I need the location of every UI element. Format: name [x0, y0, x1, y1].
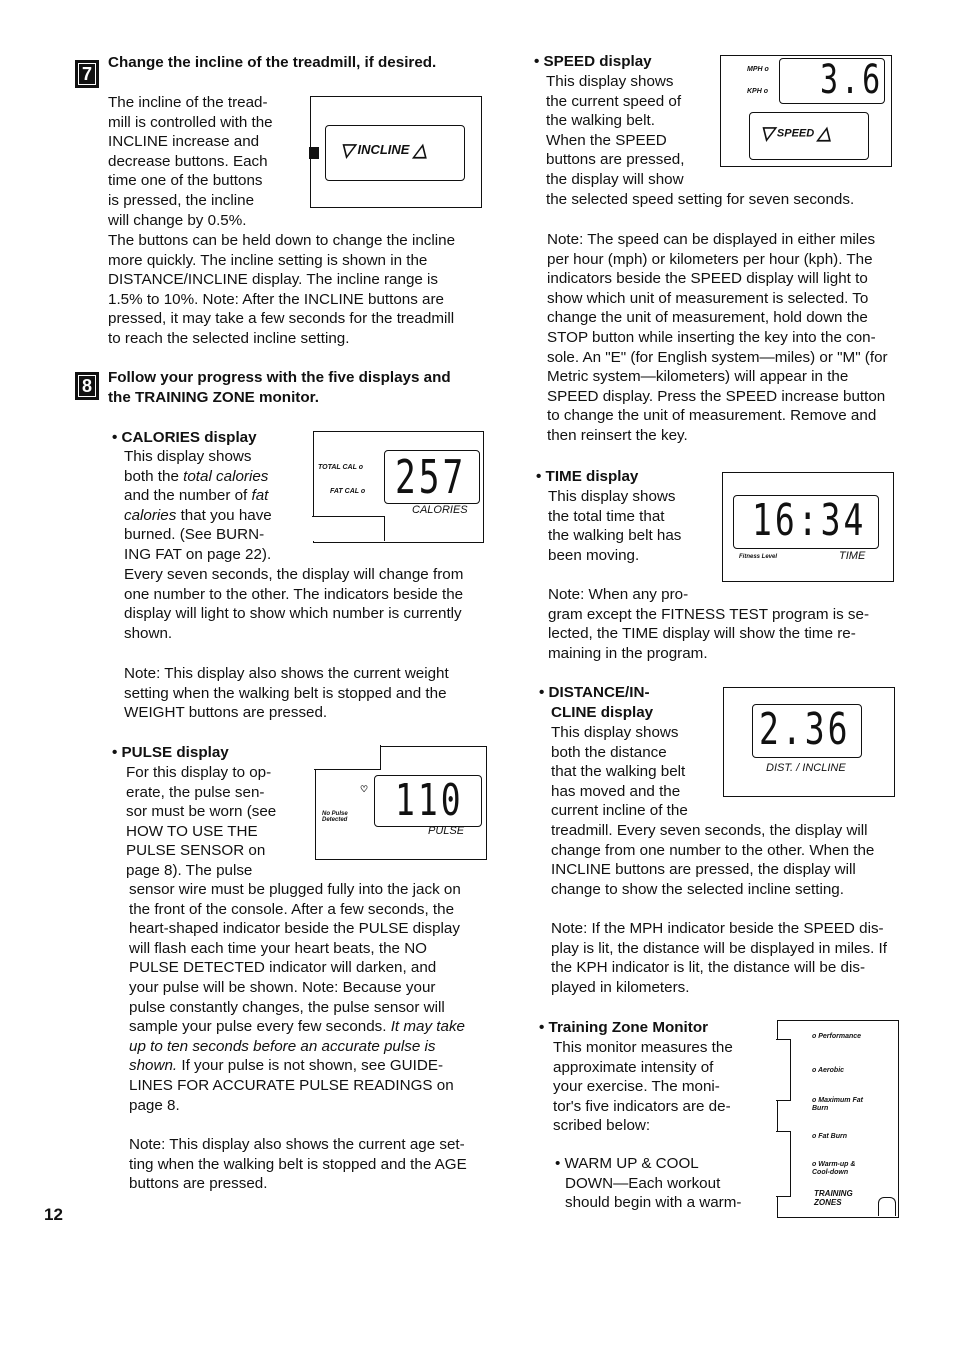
pulse-readout-window — [374, 775, 482, 827]
heart-icon: ♡ — [360, 784, 369, 794]
total-cal-indicator: TOTAL CAL o — [318, 464, 363, 471]
no-pulse-detected-indicator: No Pulse Detected — [322, 811, 348, 823]
mph-indicator: MPH o — [747, 66, 769, 73]
zone-warm-up-cool-down: o Warm-up & Cool-down — [812, 1161, 856, 1176]
calories-note: Note: This display also shows the current weight setting when the walking belt is stopped and the WEIGHT buttons are pressed. — [124, 665, 449, 722]
speed-decrease-icon[interactable]: ▽ — [760, 123, 774, 143]
incline-decrease-icon[interactable]: ▽ — [340, 140, 354, 160]
distance-caption: DIST. / INCLINE — [766, 762, 846, 774]
time-note: Note: When any pro- gram except the FITNESS TEST program is se- lected, the TIME display will show the time re- maining in the program. — [548, 586, 870, 662]
pulse-readout: 110 — [395, 775, 464, 826]
training-zones-caption: TRAINING ZONES — [814, 1189, 853, 1207]
distance-wide-text: treadmill. Every seven seconds, the display will change from one number to the other. When the INCLINE buttons are pressed, the display will change to show the selected incline setting. — [551, 822, 875, 898]
step-7-narrow-text: The incline of the tread- mill is controlled with the INCLINE increase and decrease buttons. Each time one of the buttons is pressed, the incline will change by 0.5%. — [108, 94, 273, 229]
step-7-badge: 7 — [75, 60, 99, 88]
zone-aerobic: o Aerobic — [812, 1067, 845, 1074]
speed-note: Note: The speed can be displayed in either miles per hour (mph) or kilometers per hour (kph). The indicators beside the SPEED display will light to show which unit of measurement is selected. To change the unit of measurement, hold down the STOP button while inserting the key into the con- sole. An "E" (for English system—miles) or "M" (for Metric system—kilometers) will appear in the SPEED display. Press the SPEED increase button to change the unit of measurement. Remove and then reinsert the key. — [547, 231, 888, 444]
speed-button-label: SPEED — [776, 127, 815, 140]
calories-readout: 257 — [395, 450, 467, 504]
pulse-display-figure — [315, 746, 487, 860]
calories-narrow-text: This display shows both the total calories and the number of fat calories that you have burned. (See BURN- ING FAT on page 22). — [124, 448, 272, 563]
time-narrow-text: This display shows the total time that the walking belt has been moving. — [548, 488, 682, 564]
incline-button[interactable] — [325, 125, 465, 181]
distance-readout-window — [752, 704, 862, 758]
step-7-wide-text: The buttons can be held down to change the incline more quickly. The incline setting is shown in the DISTANCE/INCLINE display. The incline range is 1.5% to 10%. Note: After the INCLINE buttons are pressed, it may take a few seconds for the treadmill to reach the selected incline setting. — [108, 232, 456, 347]
speed-display-figure — [720, 55, 892, 167]
calories-wide-text: Every seven seconds, the display will change from one number to the other. The indicators beside the display will light to show which number is currently shown. — [124, 566, 464, 642]
time-caption: TIME — [839, 550, 866, 562]
step-7-heading: Change the incline of the treadmill, if desired. — [108, 54, 437, 71]
training-zones-figure — [777, 1020, 899, 1218]
page-number: 12 — [44, 1205, 63, 1224]
fat-cal-indicator: FAT CAL o — [330, 488, 366, 495]
pulse-wide-text: sensor wire must be plugged fully into the jack on the front of the console. After a few seconds, the heart-shaped indicator beside the PULSE display will flash each time your heart beats, the NO PULSE DETECTED indicator will darken, and your pulse will be shown. Note: Because your pulse constantly changes, the pulse sensor will sample your pulse every few seconds. It may take up to ten seconds before an accurate pulse is shown. If your pulse is not shown, see GUIDE- LINES FOR ACCURATE PULSE READINGS on page 8. — [129, 881, 465, 1114]
zone-performance: o Performance — [812, 1033, 862, 1040]
distance-narrow-text: This display shows both the distance that the walking belt has moved and the current incline of the — [551, 724, 688, 820]
speed-button[interactable] — [749, 112, 869, 160]
pulse-narrow-text: For this display to op- erate, the pulse sen- sor must be worn (see HOW TO USE THE PULSE SENSOR on page 8). The pulse — [126, 764, 277, 879]
calories-title: • CALORIES display — [112, 428, 257, 448]
zone-fat-burn: o Fat Burn — [812, 1133, 848, 1140]
distance-title: • DISTANCE/IN- CLINE display — [539, 683, 653, 722]
step-8-heading: Follow your progress with the five displays and the TRAINING ZONE monitor. — [108, 369, 451, 406]
step-8-badge: 8 — [75, 372, 99, 400]
calories-readout-window — [384, 450, 480, 504]
distance-readout: 2.36 — [759, 704, 851, 755]
fitness-level-indicator: Fitness Level — [739, 554, 778, 560]
time-title: • TIME display — [536, 467, 638, 487]
incline-button-label: INCLINE — [357, 141, 410, 157]
speed-wide-text: the selected speed setting for seven seconds. — [546, 191, 855, 208]
calories-display-figure — [313, 431, 484, 543]
speed-readout: 3.6 — [820, 57, 884, 103]
speed-narrow-text: This display shows the current speed of the walking belt. When the SPEED buttons are pressed, the display will show — [546, 73, 685, 188]
speed-increase-icon[interactable]: △ — [817, 123, 832, 143]
speed-readout-window — [779, 58, 885, 104]
pulse-note: Note: This display also shows the current age set- ting when the walking belt is stopped and the AGE buttons are pressed. — [129, 1136, 467, 1193]
kph-indicator: KPH o — [747, 88, 769, 95]
time-readout-window — [733, 495, 879, 549]
distance-note: Note: If the MPH indicator beside the SPEED dis- play is lit, the distance will be displayed in miles. If the KPH indicator is lit, the distance will be dis- played in kilometers. — [551, 920, 887, 996]
pulse-title: • PULSE display — [112, 743, 229, 763]
zone-maximum-fat-burn: o Maximum Fat Burn — [812, 1097, 863, 1112]
time-readout: 16:34 — [752, 495, 867, 546]
incline-button-figure — [310, 96, 482, 208]
pulse-caption: PULSE — [428, 825, 465, 837]
distance-display-figure — [723, 687, 895, 797]
training-narrow-text: This monitor measures the approximate intensity of your exercise. The moni- tor's five indicators are de- scribed below: — [553, 1039, 733, 1135]
warm-up-text: • WARM UP & COOL DOWN—Each workout should begin with a warm- — [555, 1155, 742, 1212]
speed-title: • SPEED display — [534, 52, 652, 72]
calories-caption: CALORIES — [412, 504, 468, 516]
incline-increase-icon[interactable]: △ — [413, 140, 427, 160]
training-title: • Training Zone Monitor — [539, 1018, 708, 1038]
time-display-figure — [722, 472, 894, 582]
